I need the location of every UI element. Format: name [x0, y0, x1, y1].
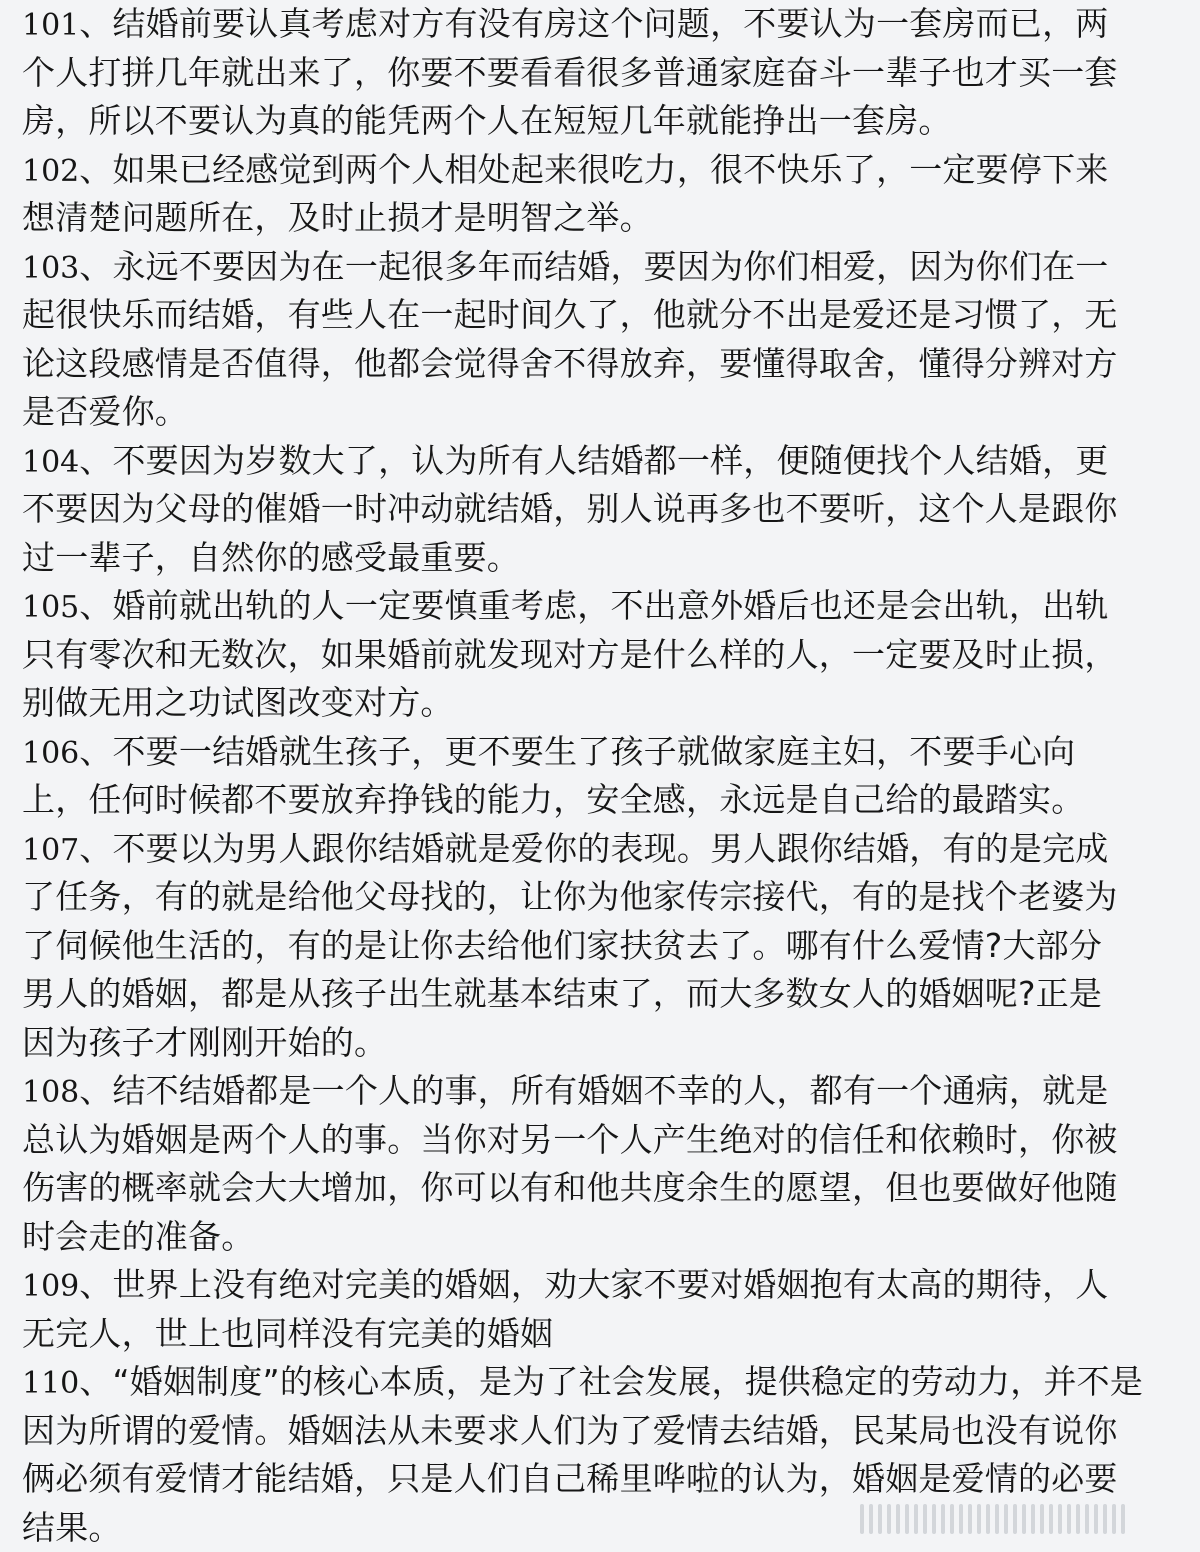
- paragraph-line: [22, 1455, 1182, 1504]
- paragraph-text: 、如果已经感觉到两个人相处起来很吃力，很不快乐了，一定要停下来: [79, 150, 1108, 189]
- paragraph-line: [22, 776, 1182, 825]
- paragraph-number: 103: [22, 251, 79, 286]
- paragraph-line: [22, 1407, 1182, 1456]
- paragraph-line: [22, 485, 1182, 534]
- paragraph-line: [22, 679, 1182, 728]
- numbered-paragraph: [22, 728, 1182, 825]
- paragraph-line: [22, 388, 1182, 437]
- document-body: [22, 0, 1182, 1552]
- paragraph-text: 、世界上没有绝对完美的婚姻，劝大家不要对婚姻抱有太高的期待，人: [79, 1265, 1108, 1304]
- paragraph-line: [22, 534, 1182, 583]
- paragraph-line: [22, 582, 1182, 631]
- paragraph-line: [22, 1358, 1182, 1407]
- paragraph-line: [22, 922, 1182, 971]
- paragraph-line: [22, 1164, 1182, 1213]
- paragraph-text: 过一辈子，自然你的感受最重要。: [22, 538, 520, 577]
- paragraph-text: 因为所谓的爱情。婚姻法从未要求人们为了爱情去结婚，民某局也没有说你: [22, 1411, 1118, 1450]
- paragraph-line: [22, 49, 1182, 98]
- paragraph-line: [22, 194, 1182, 243]
- paragraph-line: [22, 97, 1182, 146]
- paragraph-line: [22, 146, 1182, 195]
- numbered-paragraph: [22, 582, 1182, 728]
- paragraph-line: [22, 873, 1182, 922]
- paragraph-line: [22, 728, 1182, 777]
- paragraph-text: 起很快乐而结婚，有些人在一起时间久了，他就分不出是爱还是习惯了，无: [22, 295, 1118, 334]
- paragraph-text: 是否爱你。: [22, 392, 188, 431]
- paragraph-number: 101: [22, 8, 79, 43]
- paragraph-line: [22, 970, 1182, 1019]
- paragraph-line: [22, 1067, 1182, 1116]
- paragraph-number: 107: [22, 833, 79, 868]
- paragraph-text: 别做无用之功试图改变对方。: [22, 683, 454, 722]
- paragraph-text: 无完人，世上也同样没有完美的婚姻: [22, 1314, 553, 1353]
- paragraph-text: 不要因为父母的催婚一时冲动就结婚，别人说再多也不要听，这个人是跟你: [22, 489, 1118, 528]
- paragraph-line: [22, 1116, 1182, 1165]
- paragraph-text: 时会走的准备。: [22, 1217, 254, 1256]
- paragraph-line: [22, 1310, 1182, 1359]
- paragraph-line: [22, 1261, 1182, 1310]
- paragraph-text: 俩必须有爱情才能结婚，只是人们自己稀里哗啦的认为，婚姻是爱情的必要: [22, 1459, 1118, 1498]
- paragraph-number: 106: [22, 736, 79, 771]
- paragraph-text: 了伺候他生活的，有的是让你去给他们家扶贫去了。哪有什么爱情?大部分: [22, 926, 1102, 965]
- numbered-paragraph: [22, 1261, 1182, 1358]
- paragraph-text: 结果。: [22, 1508, 122, 1547]
- paragraph-text: 、永远不要因为在一起很多年而结婚，要因为你们相爱，因为你们在一: [79, 247, 1108, 286]
- paragraph-text: 上，任何时候都不要放弃挣钱的能力，安全感，永远是自己给的最踏实。: [22, 780, 1084, 819]
- paragraph-text: 男人的婚姻，都是从孩子出生就基本结束了，而大多数女人的婚姻呢?正是: [22, 974, 1102, 1013]
- paragraph-line: [22, 243, 1182, 292]
- paragraph-text: 了任务，有的就是给他父母找的，让你为他家传宗接代，有的是找个老婆为: [22, 877, 1118, 916]
- paragraph-text: 只有零次和无数次，如果婚前就发现对方是什么样的人，一定要及时止损，: [22, 635, 1118, 674]
- numbered-paragraph: [22, 243, 1182, 437]
- paragraph-number: 110: [22, 1366, 79, 1401]
- paragraph-text: 因为孩子才刚刚开始的。: [22, 1023, 387, 1062]
- paragraph-line: [22, 291, 1182, 340]
- paragraph-text: 、结不结婚都是一个人的事，所有婚姻不幸的人，都有一个通病，就是: [79, 1071, 1108, 1110]
- paragraph-text: 、“婚姻制度”的核心本质，是为了社会发展，提供稳定的劳动力，并不是: [79, 1362, 1143, 1401]
- paragraph-number: 102: [22, 154, 79, 189]
- paragraph-text: 、不要一结婚就生孩子，更不要生了孩子就做家庭主妇，不要手心向: [79, 732, 1075, 771]
- paragraph-text: 总认为婚姻是两个人的事。当你对另一个人产生绝对的信任和依赖时，你被: [22, 1120, 1118, 1159]
- paragraph-text: 房，所以不要认为真的能凭两个人在短短几年就能挣出一套房。: [22, 101, 952, 140]
- paragraph-text: 、不要以为男人跟你结婚就是爱你的表现。男人跟你结婚，有的是完成: [79, 829, 1108, 868]
- paragraph-line: [22, 437, 1182, 486]
- paragraph-number: 108: [22, 1075, 79, 1110]
- paragraph-text: 想清楚问题所在，及时止损才是明智之举。: [22, 198, 653, 237]
- paragraph-text: 伤害的概率就会大大增加，你可以有和他共度余生的愿望，但也要做好他随: [22, 1168, 1118, 1207]
- numbered-paragraph: [22, 825, 1182, 1068]
- numbered-paragraph: [22, 437, 1182, 583]
- paragraph-number: 105: [22, 590, 79, 625]
- paragraph-text: 论这段感情是否值得，他都会觉得舍不得放弃，要懂得取舍，懂得分辨对方: [22, 344, 1118, 383]
- numbered-paragraph: [22, 146, 1182, 243]
- paragraph-text: 个人打拼几年就出来了，你要不要看看很多普通家庭奋斗一辈子也才买一套: [22, 53, 1118, 92]
- paragraph-line: [22, 1213, 1182, 1262]
- paragraph-line: [22, 1019, 1182, 1068]
- paragraph-text: 、结婚前要认真考虑对方有没有房这个问题，不要认为一套房而已，两: [79, 4, 1108, 43]
- watermark: [860, 1504, 1170, 1538]
- paragraph-text: 、婚前就出轨的人一定要慎重考虑，不出意外婚后也还是会出轨，出轨: [79, 586, 1108, 625]
- paragraph-number: 109: [22, 1269, 79, 1304]
- numbered-paragraph: [22, 0, 1182, 146]
- numbered-paragraph: [22, 1067, 1182, 1261]
- paragraph-line: [22, 0, 1182, 49]
- paragraph-line: [22, 825, 1182, 874]
- paragraph-line: [22, 631, 1182, 680]
- paragraph-line: [22, 340, 1182, 389]
- paragraph-number: 104: [22, 445, 79, 480]
- paragraph-text: 、不要因为岁数大了，认为所有人结婚都一样，便随便找个人结婚，更: [79, 441, 1108, 480]
